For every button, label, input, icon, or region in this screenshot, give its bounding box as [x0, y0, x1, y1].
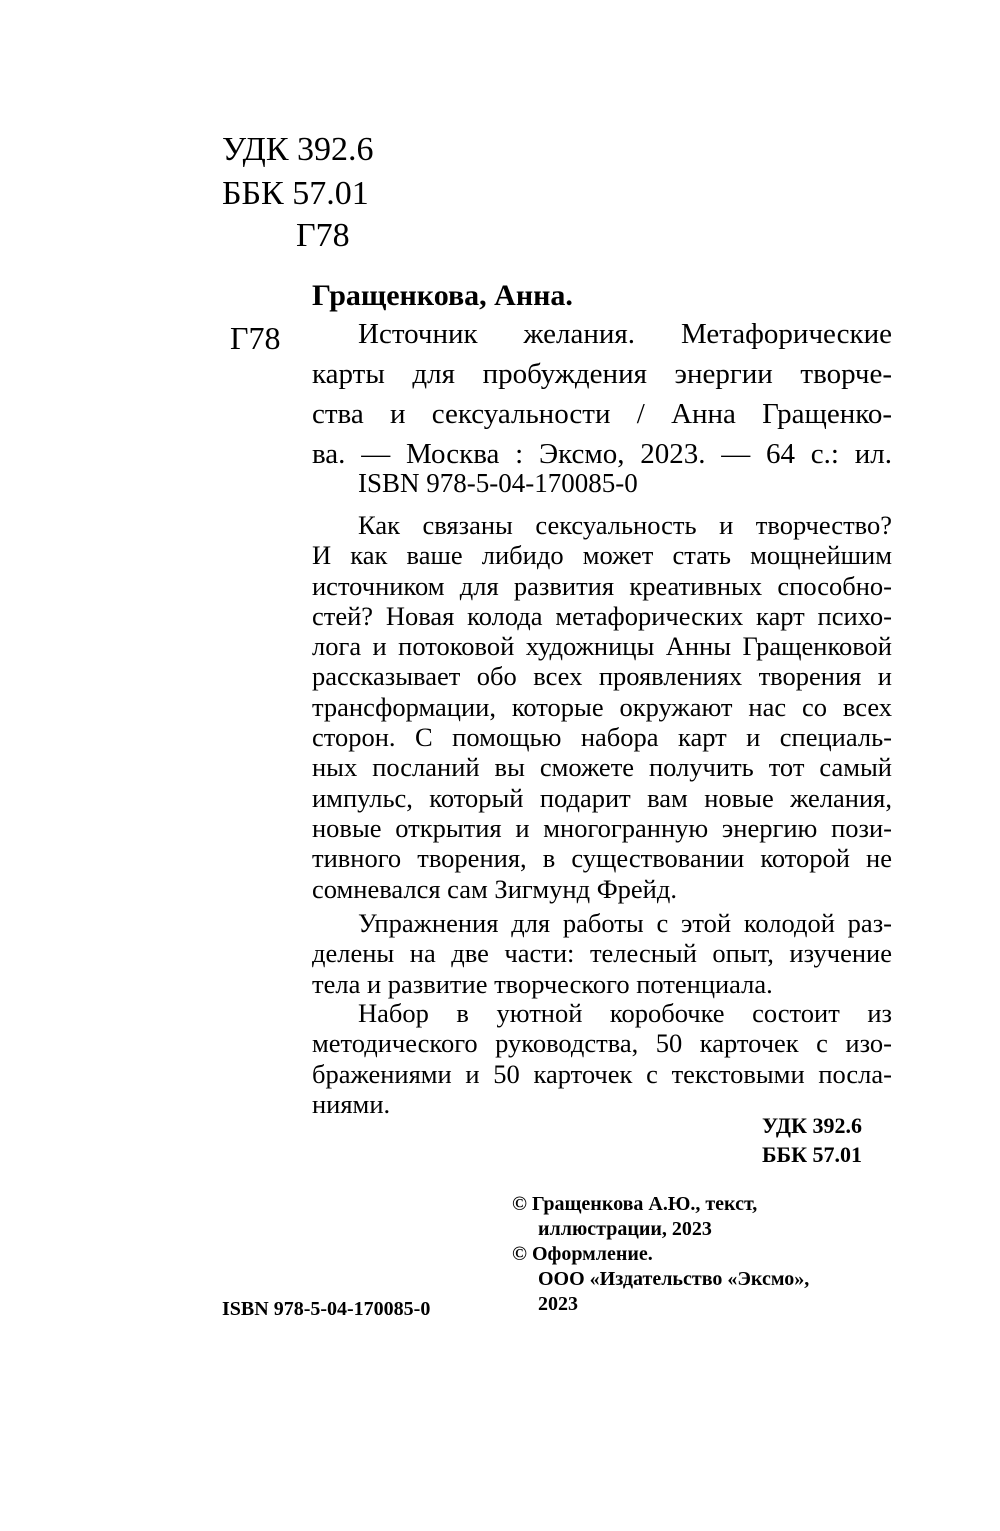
copyright-line: ООО «Издательство «Эксмо»,: [538, 1268, 810, 1290]
annotation-line: новые открытия и многогранную энергию пози-: [312, 812, 892, 843]
author-name: Гращенкова, Анна.: [312, 279, 573, 312]
record-author-code: Г78: [230, 320, 281, 356]
annotation-line: стей? Новая колода метафорических карт психо-: [312, 600, 892, 631]
annotation-line: сторон. С помощью набора карт и специаль-: [312, 722, 892, 753]
copyright-block: [512, 1192, 809, 1317]
annotation-paragraph-2: [312, 908, 892, 999]
annotation-line: рассказывает обо всех проявлениях творения и: [312, 661, 892, 692]
footer-bbk: ББК 57.01: [762, 1142, 863, 1167]
annotation-line: Набор в уютной коробочке состоит из: [358, 998, 892, 1028]
copyright-line: © Гращенкова А.Ю., текст,: [512, 1193, 758, 1215]
copyright-line: 2023: [538, 1293, 578, 1315]
header-bbk: ББК 57.01: [222, 175, 369, 212]
title-line: карты для пробуждения энергии творче-: [312, 358, 892, 390]
book-title-block: [312, 314, 892, 474]
annotation-line: Упражнения для работы с этой колодой раз-: [358, 908, 892, 938]
annotation-paragraph-1: [312, 510, 892, 904]
footer-udk: УДК 392.6: [762, 1113, 863, 1138]
header-author-code: Г78: [296, 217, 350, 254]
annotation-line: И как ваше либидо может стать мощнейшим: [312, 540, 892, 571]
annotation-line: ных посланий вы сможете получить тот самый: [312, 752, 892, 783]
footer-isbn: ISBN 978-5-04-170085-0: [222, 1298, 431, 1320]
title-line: Источник желания. Метафорические: [358, 318, 892, 350]
annotation-line: сомневался сам Зигмунд Фрейд.: [312, 873, 677, 904]
annotation-line: источником для развития креативных способно-: [312, 570, 892, 601]
annotation-line: бражениями и 50 карточек с текстовыми посла-: [312, 1058, 892, 1089]
annotation-line: тела и развитие творческого потенциала.: [312, 968, 773, 999]
annotation-line: тивного творения, в существовании которой не: [312, 843, 892, 874]
annotation-line: методического руководства, 50 карточек с изо-: [312, 1028, 892, 1059]
annotation-line: импульс, который подарит вам новые желания,: [312, 782, 892, 813]
annotation-line: лога и потоковой художницы Анны Гращенковой: [312, 631, 892, 662]
record-isbn: ISBN 978-5-04-170085-0: [358, 468, 638, 498]
annotation-line: ниями.: [312, 1088, 391, 1119]
title-line: ва. — Москва : Эксмо, 2023. — 64 с.: ил.: [312, 438, 892, 470]
annotation-paragraph-3: [312, 998, 892, 1119]
header-udk: УДК 392.6: [222, 131, 374, 168]
copyright-line: © Оформление.: [512, 1243, 653, 1265]
annotation-line: Как связаны сексуальность и творчество?: [358, 510, 892, 540]
annotation-line: трансформации, которые окружают нас со всех: [312, 691, 892, 722]
annotation-line: делены на две части: телесный опыт, изучение: [312, 938, 892, 969]
title-line: ства и сексуальности / Анна Гращенко-: [312, 398, 892, 430]
copyright-line: иллюстрации, 2023: [538, 1218, 712, 1240]
